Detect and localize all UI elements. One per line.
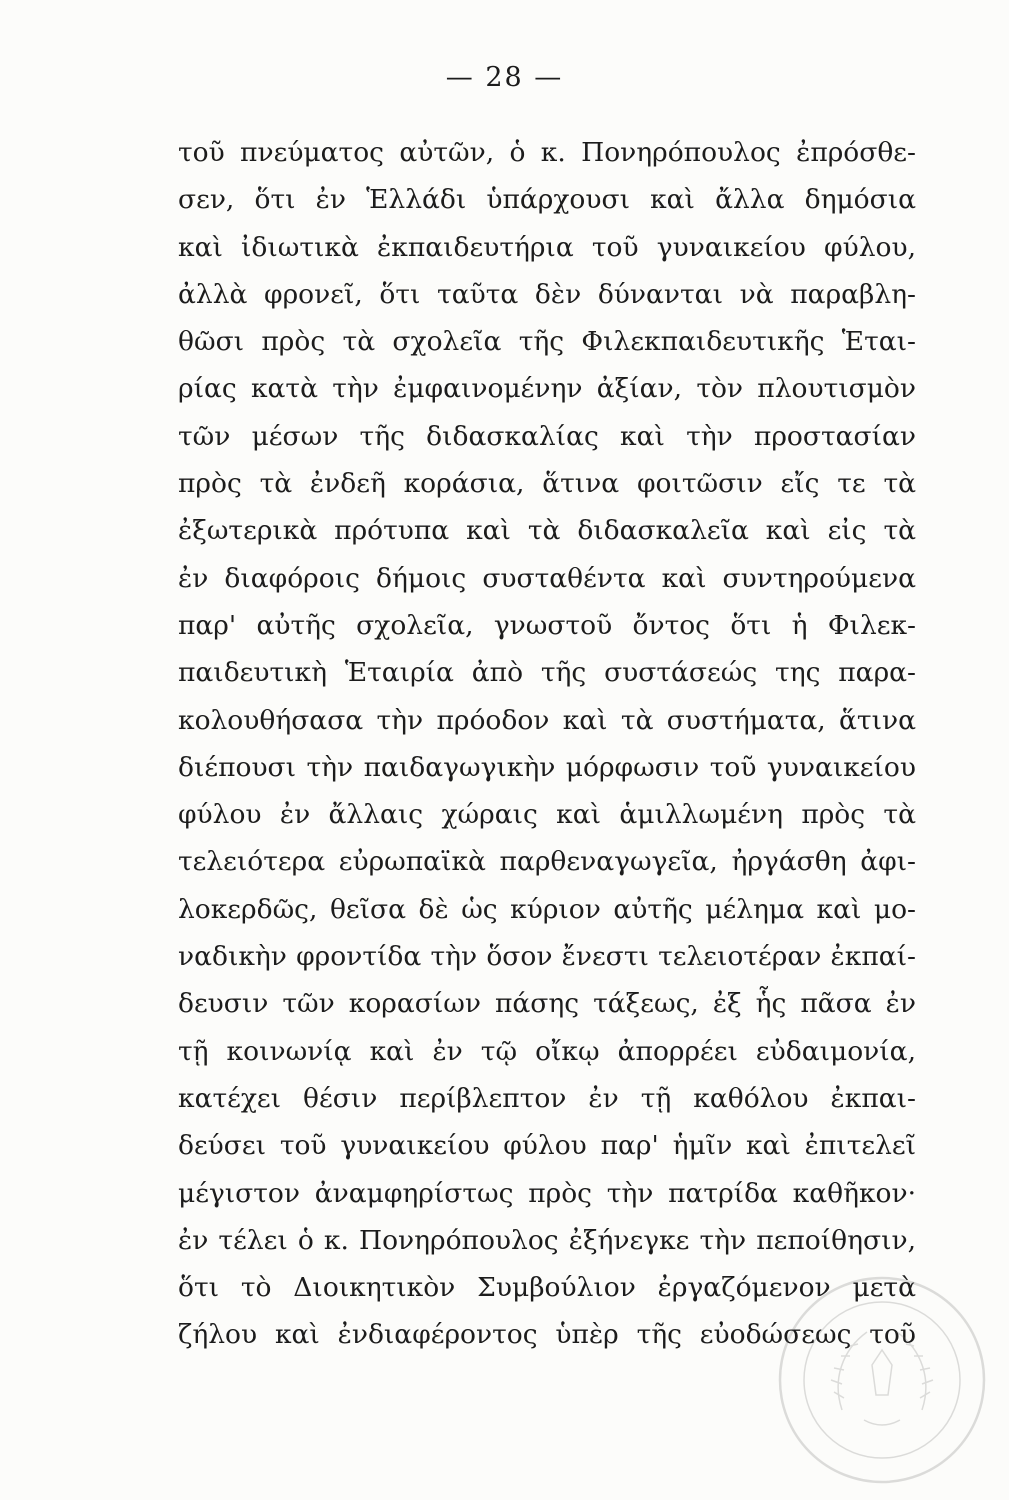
text-line: τῶν μέσων τῆς διδασκαλίας καὶ τὴν προστασίαν bbox=[178, 420, 916, 452]
text-line: ὅτι τὸ Διοικητικὸν Συμβούλιον ἐργαζόμενον μετὰ bbox=[178, 1272, 916, 1304]
university-seal-watermark bbox=[772, 1270, 992, 1490]
text-line: ναδικὴν φροντίδα τὴν ὅσον ἔνεστι τελειοτέραν ἐκπαί- bbox=[178, 941, 916, 973]
text-line: τοῦ πνεύματος αὐτῶν, ὁ κ. Πονηρόπουλος ἐπρόσθε- bbox=[178, 137, 916, 168]
text-line: τελειότερα εὐρωπαϊκὰ παρθεναγωγεῖα, ἠργάσθη ἀφι- bbox=[178, 846, 916, 878]
text-line: φύλου ἐν ἄλλαις χώραις καὶ ἁμιλλωμένη πρὸς τὰ bbox=[178, 799, 916, 831]
text-line: παιδευτικὴ Ἑταιρία ἀπὸ τῆς συστάσεώς της παρα- bbox=[178, 657, 916, 689]
text-line: ἀλλὰ φρονεῖ, ὅτι ταῦτα δὲν δύνανται νὰ παραβλη- bbox=[178, 278, 916, 310]
page-number: — 28 — bbox=[445, 62, 564, 93]
text-line: διέπουσι τὴν παιδαγωγικὴν μόρφωσιν τοῦ γυναικείου bbox=[178, 751, 916, 783]
text-line: κολουθήσασα τὴν πρόοδον καὶ τὰ συστήματα, ἅτινα bbox=[178, 704, 916, 736]
text-line: λοκερδῶς, θεῖσα δὲ ὡς κύριον αὐτῆς μέλημα καὶ μο- bbox=[178, 893, 916, 925]
text-line: παρ' αὐτῆς σχολεῖα, γνωστοῦ ὄντος ὅτι ἡ Φιλεκ- bbox=[178, 609, 916, 641]
text-line: σεν, ὅτι ἐν Ἑλλάδι ὑπάρχουσι καὶ ἄλλα δημόσια bbox=[178, 184, 916, 216]
body-text bbox=[178, 129, 916, 1359]
text-line: καὶ ἰδιωτικὰ ἐκπαιδευτήρια τοῦ γυναικείου φύλου, bbox=[178, 231, 916, 263]
text-line: ρίας κατὰ τὴν ἐμφαινομένην ἀξίαν, τὸν πλουτισμὸν bbox=[178, 373, 916, 405]
text-line: ἐξωτερικὰ πρότυπα καὶ τὰ διδασκαλεῖα καὶ εἰς τὰ bbox=[178, 515, 916, 547]
text-line: κατέχει θέσιν περίβλεπτον ἐν τῇ καθόλου ἐκπαι- bbox=[178, 1082, 916, 1114]
text-line: δεύσει τοῦ γυναικείου φύλου παρ' ἡμῖν καὶ ἐπιτελεῖ bbox=[178, 1130, 916, 1162]
text-line: ἐν τέλει ὁ κ. Πονηρόπουλος ἐξήνεγκε τὴν πεποίθησιν, bbox=[178, 1224, 916, 1256]
text-line: δευσιν τῶν κορασίων πάσης τάξεως, ἐξ ἧς πᾶσα ἐν bbox=[178, 988, 916, 1020]
text-line: μέγιστον ἀναμφηρίστως πρὸς τὴν πατρίδα καθῆκον· bbox=[178, 1177, 916, 1209]
text-line: τῇ κοινωνίᾳ καὶ ἐν τῷ οἴκῳ ἀπορρέει εὐδαιμονία, bbox=[178, 1035, 916, 1067]
text-line: θῶσι πρὸς τὰ σχολεῖα τῆς Φιλεκπαιδευτικῆς Ἑται- bbox=[178, 326, 916, 358]
text-line: ἐν διαφόροις δήμοις συσταθέντα καὶ συντηρούμενα bbox=[178, 562, 916, 594]
text-line: ζήλου καὶ ἐνδιαφέροντος ὑπὲρ τῆς εὐοδώσεως τοῦ bbox=[178, 1319, 916, 1351]
text-line: πρὸς τὰ ἐνδεῆ κοράσια, ἅτινα φοιτῶσιν εἴς τε τὰ bbox=[178, 468, 916, 500]
